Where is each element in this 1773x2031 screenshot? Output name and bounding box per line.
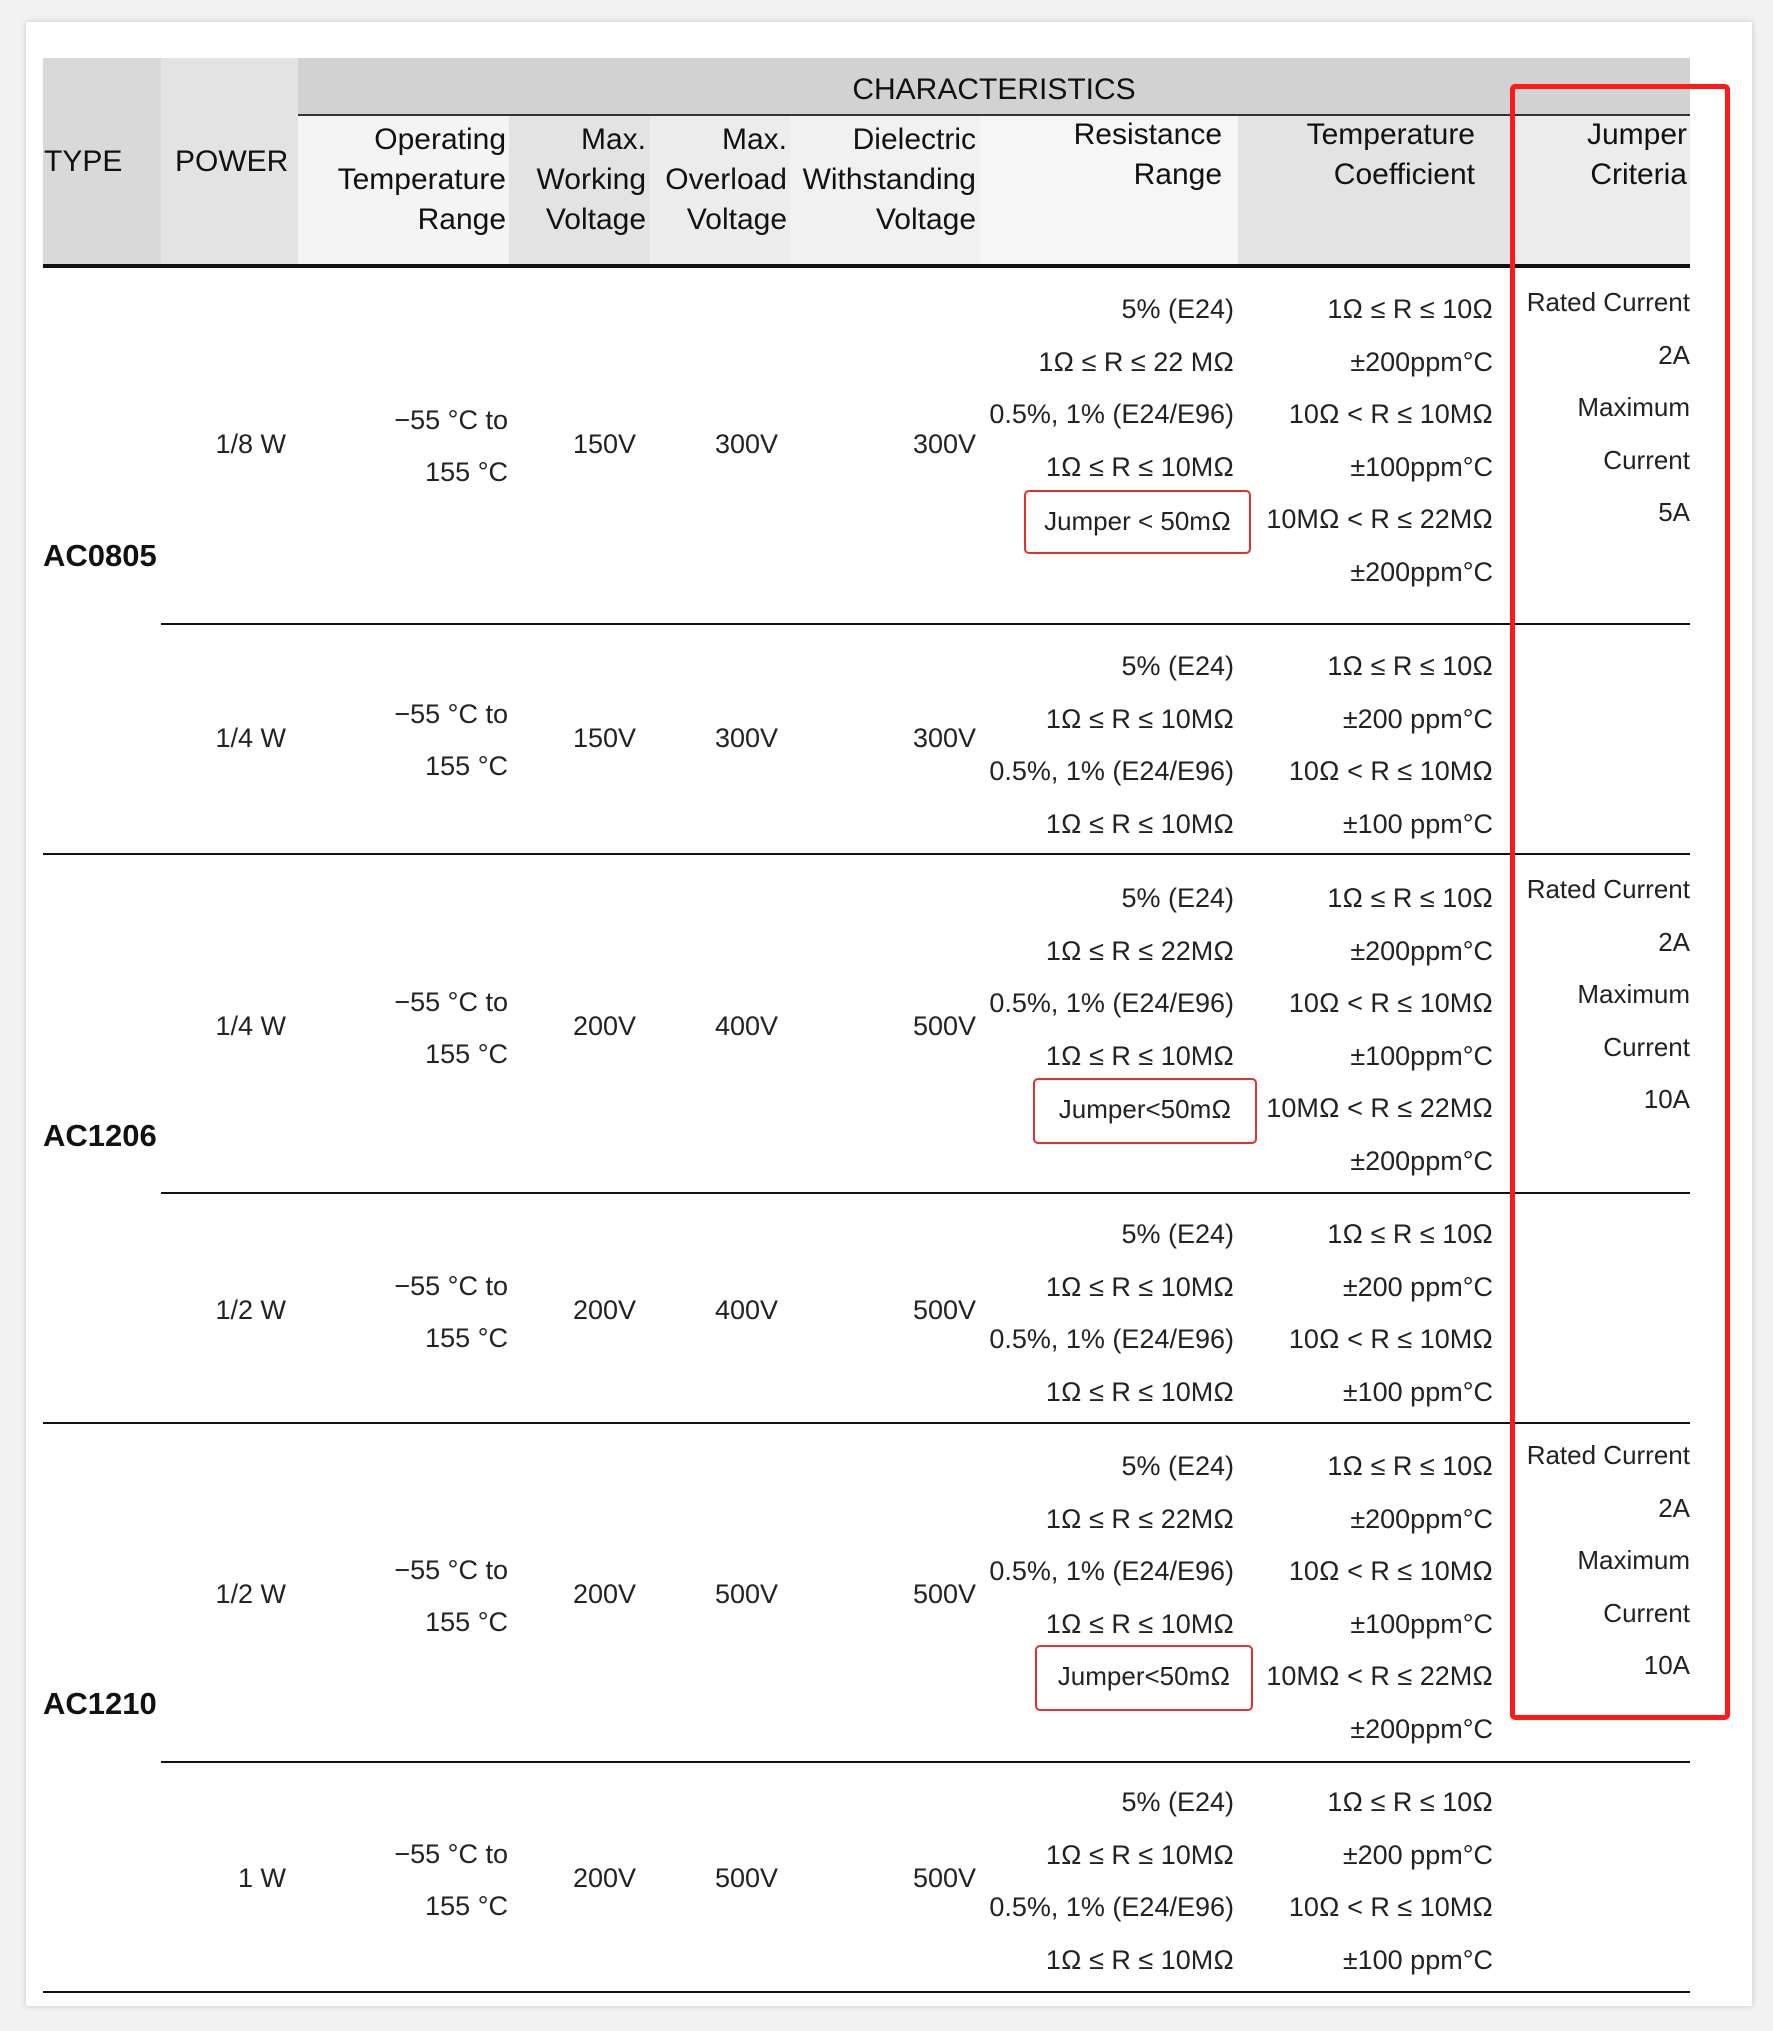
criteria-line: 2A <box>1658 1492 1690 1523</box>
resistance-line: 1Ω ≤ R ≤ 22MΩ <box>1045 1503 1234 1534</box>
resistance-range-cell <box>980 1208 1234 1418</box>
criteria-line: Rated Current <box>1526 874 1690 904</box>
temp-range-line: 155 °C <box>425 1607 508 1637</box>
tcr-line: ±100ppm°C <box>1350 1608 1493 1639</box>
tcr-line: ±200ppm°C <box>1350 346 1493 377</box>
tcr-line: ±100 ppm°C <box>1342 808 1493 839</box>
power-cell: 1/2 W <box>215 1295 286 1325</box>
resistance-line: 1Ω ≤ R ≤ 10MΩ <box>1045 1944 1234 1975</box>
header-characteristics: CHARACTERISTICS <box>852 73 1136 106</box>
dielectric-voltage-cell: 500V <box>912 1011 976 1041</box>
temp-range-line: −55 °C to <box>394 699 508 729</box>
overload-voltage-cell: 400V <box>714 1011 778 1041</box>
header-resistance-range: Resistance Range <box>1073 118 1222 191</box>
row-divider <box>161 1761 1690 1763</box>
tcr-line: ±200 ppm°C <box>1342 703 1493 734</box>
tcr-line: 10Ω < R ≤ 10MΩ <box>1288 399 1493 430</box>
criteria-line: 5A <box>1658 497 1690 528</box>
tcr-line: ±200 ppm°C <box>1342 1839 1493 1870</box>
temp-range-line: 155 °C <box>425 1039 508 1069</box>
resistance-line: 1Ω ≤ R ≤ 22 MΩ <box>1038 346 1234 377</box>
tcr-line: 10MΩ < R ≤ 22MΩ <box>1266 504 1493 535</box>
overload-voltage-cell: 300V <box>714 429 778 459</box>
tcr-line: ±100ppm°C <box>1350 1040 1493 1071</box>
tcr-cell <box>1238 872 1493 1188</box>
resistance-line: 1Ω ≤ R ≤ 10MΩ <box>1045 703 1234 734</box>
header-jumper-criteria: Jumper Criteria <box>1586 118 1687 191</box>
criteria-line: Maximum <box>1577 1545 1690 1576</box>
tcr-cell <box>1238 1440 1493 1756</box>
criteria-line: Maximum <box>1577 979 1690 1010</box>
tcr-line: ±200ppm°C <box>1350 556 1493 587</box>
header-type: TYPE <box>44 145 123 178</box>
resistance-line: 0.5%, 1% (E24/E96) <box>989 988 1234 1019</box>
resistance-line: 1Ω ≤ R ≤ 22MΩ <box>1045 935 1234 966</box>
power-cell: 1/4 W <box>215 723 286 753</box>
temp-range-line: 155 °C <box>425 1891 508 1921</box>
tcr-line: 10Ω < R ≤ 10MΩ <box>1288 1324 1493 1355</box>
temp-range-line: 155 °C <box>425 751 508 781</box>
resistance-line: 5% (E24) <box>1121 883 1234 913</box>
group-divider <box>43 853 1690 855</box>
header-power: POWER <box>175 145 289 178</box>
header-operating-temperature: Operating Temperature Range <box>337 123 506 236</box>
tcr-line: 10MΩ < R ≤ 22MΩ <box>1266 1093 1493 1124</box>
overload-voltage-cell: 500V <box>714 1863 778 1893</box>
tcr-line: 10Ω < R ≤ 10MΩ <box>1288 988 1493 1019</box>
header-temperature-coefficient: Temperature Coefficient <box>1306 118 1475 191</box>
tcr-line: 1Ω ≤ R ≤ 10Ω <box>1327 1451 1493 1481</box>
tcr-line: 10Ω < R ≤ 10MΩ <box>1288 1556 1493 1587</box>
temp-range-line: −55 °C to <box>394 987 508 1017</box>
working-voltage-cell: 200V <box>572 1863 636 1893</box>
row-divider <box>161 623 1690 625</box>
tcr-line: ±200ppm°C <box>1350 1713 1493 1744</box>
resistance-line: 5% (E24) <box>1121 1451 1234 1481</box>
criteria-line: Maximum <box>1577 392 1690 423</box>
working-voltage-cell: 200V <box>572 1295 636 1325</box>
resistance-line: 1Ω ≤ R ≤ 10MΩ <box>1045 1839 1234 1870</box>
temp-range-line: 155 °C <box>425 1323 508 1353</box>
temp-range-line: −55 °C to <box>394 1555 508 1585</box>
criteria-line: Rated Current <box>1526 1440 1690 1470</box>
header-bottom-rule <box>43 264 1690 268</box>
power-cell: 1/8 W <box>215 429 286 459</box>
resistance-line: 0.5%, 1% (E24/E96) <box>989 399 1234 430</box>
tcr-line: 1Ω ≤ R ≤ 10Ω <box>1327 883 1493 913</box>
resistance-line: 5% (E24) <box>1121 294 1234 324</box>
resistance-range-cell <box>980 640 1234 850</box>
row-divider <box>161 1192 1690 1194</box>
power-cell: 1 W <box>237 1863 286 1893</box>
criteria-line: 10A <box>1643 1084 1690 1115</box>
power-cell: 1/2 W <box>215 1579 286 1609</box>
tcr-cell <box>1238 1776 1493 1986</box>
tcr-line: 1Ω ≤ R ≤ 10Ω <box>1327 651 1493 681</box>
header-max-working-voltage: Max. Working Voltage <box>536 123 646 236</box>
working-voltage-cell: 150V <box>572 723 636 753</box>
tcr-line: ±200ppm°C <box>1350 935 1493 966</box>
resistance-line: 0.5%, 1% (E24/E96) <box>989 1892 1234 1923</box>
dielectric-voltage-cell: 500V <box>912 1863 976 1893</box>
criteria-line: Current <box>1603 444 1690 475</box>
temp-range-line: −55 °C to <box>394 405 508 435</box>
dielectric-voltage-cell: 500V <box>912 1579 976 1609</box>
overload-voltage-cell: 500V <box>714 1579 778 1609</box>
tcr-line: ±100ppm°C <box>1350 451 1493 482</box>
tcr-cell <box>1238 1208 1493 1418</box>
dielectric-voltage-cell: 300V <box>912 429 976 459</box>
resistance-line: 1Ω ≤ R ≤ 10MΩ <box>1045 808 1234 839</box>
resistance-line: 5% (E24) <box>1121 651 1234 681</box>
tcr-line: ±200ppm°C <box>1350 1145 1493 1176</box>
working-voltage-cell: 150V <box>572 429 636 459</box>
jumper-resistance-box: Jumper<50mΩ <box>1035 1645 1253 1711</box>
criteria-line: 2A <box>1658 926 1690 957</box>
tcr-line: 1Ω ≤ R ≤ 10Ω <box>1327 1219 1493 1249</box>
resistance-line: 1Ω ≤ R ≤ 10MΩ <box>1045 1608 1234 1639</box>
resistance-line: 5% (E24) <box>1121 1787 1234 1817</box>
header-dielectric-voltage: Dielectric Withstanding Voltage <box>802 123 976 236</box>
overload-voltage-cell: 400V <box>714 1295 778 1325</box>
resistance-line: 0.5%, 1% (E24/E96) <box>989 756 1234 787</box>
temp-range-line: −55 °C to <box>394 1839 508 1869</box>
type-label: AC1206 <box>43 1118 157 1153</box>
tcr-line: 1Ω ≤ R ≤ 10Ω <box>1327 294 1493 324</box>
tcr-line: ±100 ppm°C <box>1342 1376 1493 1407</box>
tcr-line: 10MΩ < R ≤ 22MΩ <box>1266 1661 1493 1692</box>
tcr-cell <box>1238 283 1493 599</box>
resistance-line: 1Ω ≤ R ≤ 10MΩ <box>1045 451 1234 482</box>
overload-voltage-cell: 300V <box>714 723 778 753</box>
resistance-line: 0.5%, 1% (E24/E96) <box>989 1556 1234 1587</box>
resistance-range-cell <box>980 872 1234 1082</box>
jumper-resistance-box: Jumper<50mΩ <box>1033 1078 1257 1144</box>
table-bottom-rule <box>43 1991 1690 1993</box>
jumper-criteria-highlight <box>1510 84 1730 1720</box>
resistance-line: 1Ω ≤ R ≤ 10MΩ <box>1045 1376 1234 1407</box>
tcr-line: 10Ω < R ≤ 10MΩ <box>1288 1892 1493 1923</box>
tcr-line: ±100 ppm°C <box>1342 1944 1493 1975</box>
resistance-line: 5% (E24) <box>1121 1219 1234 1249</box>
working-voltage-cell: 200V <box>572 1011 636 1041</box>
tcr-cell <box>1238 640 1493 850</box>
dielectric-voltage-cell: 500V <box>912 1295 976 1325</box>
header-max-overload-voltage: Max. Overload Voltage <box>665 123 787 236</box>
power-cell: 1/4 W <box>215 1011 286 1041</box>
resistance-range-cell <box>980 1440 1234 1650</box>
tcr-line: 1Ω ≤ R ≤ 10Ω <box>1327 1787 1493 1817</box>
type-label: AC1210 <box>43 1686 157 1721</box>
type-label: AC0805 <box>43 538 157 573</box>
criteria-line: Rated Current <box>1526 287 1690 317</box>
tcr-line: ±200ppm°C <box>1350 1503 1493 1534</box>
temp-range-line: −55 °C to <box>394 1271 508 1301</box>
resistance-range-cell <box>980 1776 1234 1986</box>
resistance-line: 1Ω ≤ R ≤ 10MΩ <box>1045 1271 1234 1302</box>
group-divider <box>43 1422 1690 1424</box>
dielectric-voltage-cell: 300V <box>912 723 976 753</box>
criteria-line: Current <box>1603 1597 1690 1628</box>
resistance-line: 1Ω ≤ R ≤ 10MΩ <box>1045 1040 1234 1071</box>
resistance-line: 0.5%, 1% (E24/E96) <box>989 1324 1234 1355</box>
tcr-line: ±200 ppm°C <box>1342 1271 1493 1302</box>
jumper-resistance-box: Jumper < 50mΩ <box>1024 490 1251 554</box>
resistance-range-cell <box>980 283 1234 493</box>
tcr-line: 10Ω < R ≤ 10MΩ <box>1288 756 1493 787</box>
criteria-line: 10A <box>1643 1650 1690 1681</box>
criteria-line: 2A <box>1658 339 1690 370</box>
criteria-line: Current <box>1603 1031 1690 1062</box>
temp-range-line: 155 °C <box>425 457 508 487</box>
working-voltage-cell: 200V <box>572 1579 636 1609</box>
